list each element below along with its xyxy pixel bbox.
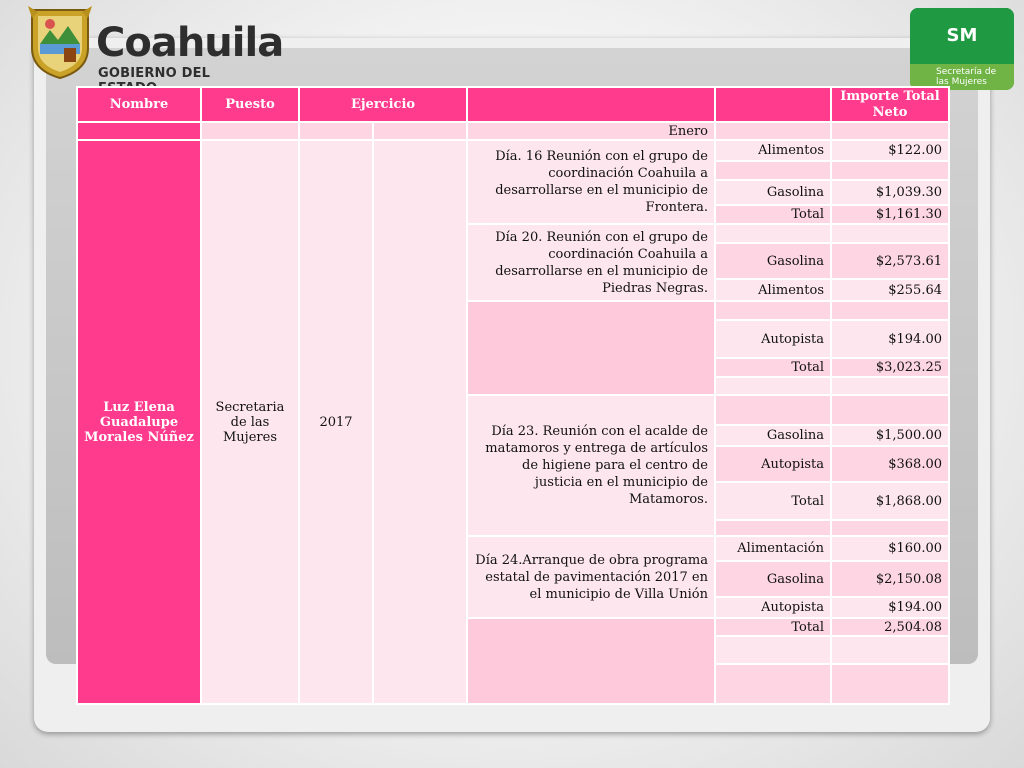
expense-concept: Autopista — [715, 597, 831, 618]
brand-subtitle: GOBIERNO DEL — [98, 66, 211, 81]
trip-description-23: Día 23. Reunión con el acalde de matamoros y entrega de artículos de higiene para el centro de justicia en el municipio de Matamoros. — [467, 395, 715, 536]
table-cell — [831, 122, 949, 140]
header-nombre: Nombre — [77, 87, 201, 122]
expense-concept — [715, 301, 831, 320]
table-cell — [77, 122, 201, 140]
expense-concept: Alimentos — [715, 279, 831, 301]
header-puesto: Puesto — [201, 87, 299, 122]
expense-concept: Autopista — [715, 320, 831, 358]
table-cell — [201, 122, 299, 140]
expense-amount: $1,868.00 — [831, 482, 949, 520]
expense-amount — [831, 161, 949, 180]
expense-amount: $160.00 — [831, 536, 949, 561]
expense-concept — [715, 224, 831, 243]
table-cell — [715, 122, 831, 140]
table-row — [77, 140, 949, 161]
employee-position: Secretaria de las Mujeres — [201, 140, 299, 704]
expense-concept: Total — [715, 618, 831, 636]
employee-name: Luz Elena Guadalupe Morales Núñez — [77, 140, 201, 704]
expense-concept: Autopista — [715, 446, 831, 482]
sm-name-line1: Secretaría de — [936, 67, 997, 77]
expense-amount: $368.00 — [831, 446, 949, 482]
expense-amount: $1,161.30 — [831, 205, 949, 224]
month-row — [77, 122, 949, 140]
expense-concept: Total — [715, 358, 831, 377]
expense-amount: $2,573.61 — [831, 243, 949, 279]
trip-description-24: Día 24.Arranque de obra programa estatal de pavimentación 2017 en el municipio de Villa Unión — [467, 536, 715, 618]
table-cell — [299, 122, 373, 140]
sm-name-line2: las Mujeres — [936, 77, 987, 87]
fiscal-year: 2017 — [299, 140, 373, 704]
expense-amount: $1,500.00 — [831, 425, 949, 446]
expense-amount — [831, 520, 949, 536]
expense-concept: Alimentación — [715, 536, 831, 561]
expense-concept: Alimentos — [715, 140, 831, 161]
expense-amount: $2,150.08 — [831, 561, 949, 597]
coahuila-logo — [26, 4, 284, 84]
expense-concept: Total — [715, 482, 831, 520]
brand-name: Coahuila — [96, 20, 284, 66]
expense-amount: $255.64 — [831, 279, 949, 301]
expense-concept: Gasolina — [715, 180, 831, 205]
sm-abbreviation: SM — [910, 8, 1014, 64]
table-cell — [467, 618, 715, 704]
state-seal-icon — [26, 4, 94, 80]
month-label: Enero — [467, 122, 715, 140]
header-ejercicio: Ejercicio — [299, 87, 467, 122]
header-importe: Importe Total Neto — [831, 87, 949, 122]
expense-concept: Gasolina — [715, 425, 831, 446]
expense-amount — [831, 224, 949, 243]
expense-concept — [715, 520, 831, 536]
expense-amount — [831, 664, 949, 704]
expense-amount — [831, 301, 949, 320]
table-header-row — [77, 87, 949, 122]
expense-concept: Total — [715, 205, 831, 224]
travel-expense-table — [76, 86, 950, 705]
table-cell — [373, 140, 467, 704]
secretaria-mujeres-logo — [910, 8, 1014, 90]
expense-concept — [715, 395, 831, 425]
expense-concept — [715, 377, 831, 395]
expense-amount: $194.00 — [831, 597, 949, 618]
table-cell — [373, 122, 467, 140]
expense-amount — [831, 636, 949, 664]
expense-amount — [831, 395, 949, 425]
expense-amount — [831, 377, 949, 395]
expense-concept — [715, 636, 831, 664]
expense-amount: $3,023.25 — [831, 358, 949, 377]
expense-concept — [715, 161, 831, 180]
expense-amount: 2,504.08 — [831, 618, 949, 636]
expense-concept: Gasolina — [715, 243, 831, 279]
expense-concept — [715, 664, 831, 704]
expense-amount: $1,039.30 — [831, 180, 949, 205]
table-cell — [467, 301, 715, 395]
header-blank — [467, 87, 715, 122]
expense-amount: $194.00 — [831, 320, 949, 358]
header-blank — [715, 87, 831, 122]
trip-description-20: Día 20. Reunión con el grupo de coordinación Coahuila a desarrollarse en el municipio de Piedras Negras. — [467, 224, 715, 301]
expense-concept: Gasolina — [715, 561, 831, 597]
trip-description-16: Día. 16 Reunión con el grupo de coordinación Coahuila a desarrollarse en el municipio de Frontera. — [467, 140, 715, 224]
expense-amount: $122.00 — [831, 140, 949, 161]
